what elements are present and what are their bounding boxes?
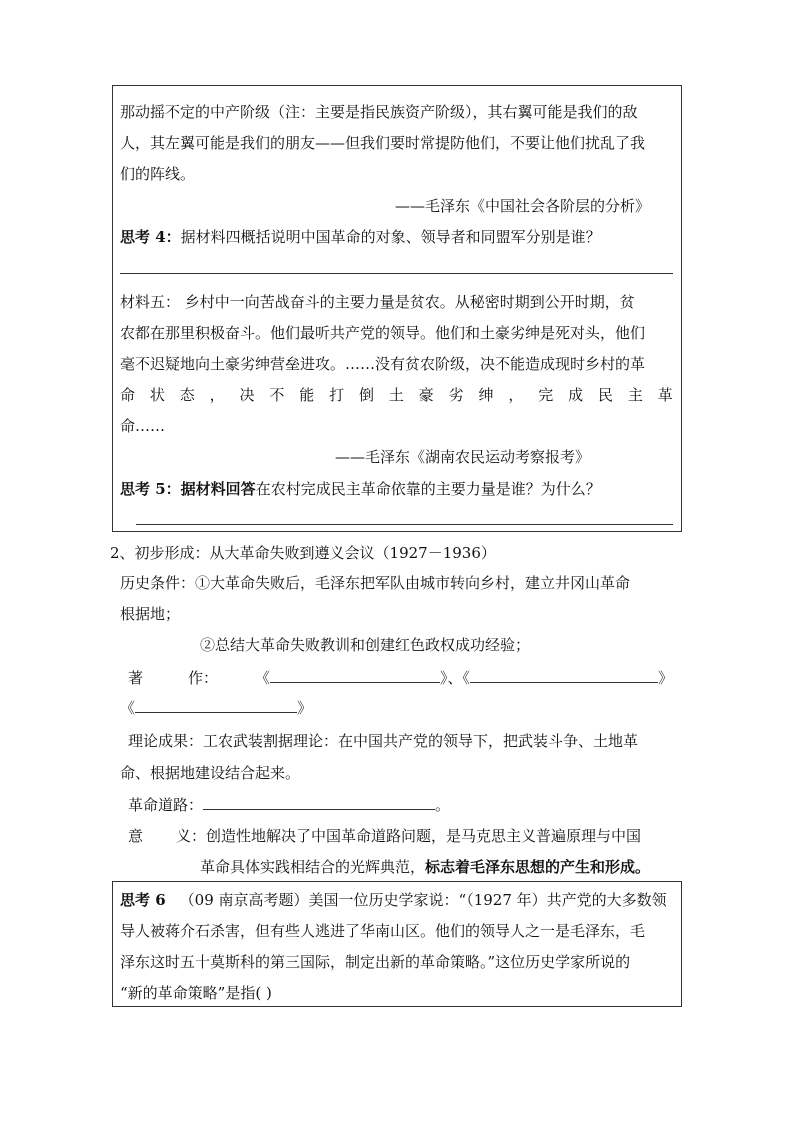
works-line-1 <box>255 667 673 688</box>
works-line-2 <box>120 697 312 718</box>
think6-line-2: 导人被蒋介石杀害，但有些人逃进了华南山区。他们的领导人之一是毛泽东，毛 <box>120 922 646 940</box>
think5-text: 在农村完成民主革命依靠的主要力量是谁？为什么？ <box>255 480 601 498</box>
think6-line-4: “新的革命策略”是指( ) <box>120 984 272 1002</box>
spread-char: 主 <box>627 386 643 404</box>
spread-char: 成 <box>568 386 584 404</box>
material4-line-3: 们的阵线。 <box>120 165 196 183</box>
spread-char: 决 <box>239 386 255 404</box>
spread-char: 完 <box>538 386 554 404</box>
spread-char: 能 <box>299 386 315 404</box>
think6-line-1 <box>120 889 667 910</box>
meaning-bold: 标志着毛泽东思想的产生和形成。 <box>425 858 651 876</box>
works-label-1: 著 <box>128 669 144 687</box>
spread-char: 民 <box>598 386 614 404</box>
material4-line-1: 那动摇不定的中产阶级（注：主要是指民族资产阶级），其右翼可能是我们的敌 <box>120 103 638 121</box>
meaning-line-1: 义：创造性地解决了中国革命道路问题，是马克思主义普遍原理与中国 <box>176 827 642 845</box>
works-blank-3[interactable] <box>135 698 297 713</box>
think4-label: 思考 4： <box>120 228 181 246</box>
think6-label: 思考 6 <box>120 891 166 909</box>
works-label-2: 作： <box>188 669 219 687</box>
theory-line-2: 命、根据地建设结合起来。 <box>120 764 301 782</box>
think4-text: 据材料四概括说明中国革命的对象、领导者和同盟军分别是谁？ <box>180 228 601 246</box>
works-open-quote-2: 《 <box>120 699 136 717</box>
meaning-plain: 革命具体实践相结合的光辉典范， <box>200 858 426 876</box>
spread-char: 状 <box>149 386 165 404</box>
material4-source: ——毛泽东《中国社会各阶层的分析》 <box>395 197 651 215</box>
spread-char: 态 <box>179 386 195 404</box>
think5-label: 思考 5： <box>120 480 181 498</box>
material5-line-4 <box>120 384 673 405</box>
spread-char: ， <box>508 386 524 404</box>
road-blank[interactable] <box>203 795 435 810</box>
works-close-quote-1: 》 <box>658 669 674 687</box>
think5-question <box>120 478 601 499</box>
material5-line-3: 毫不迟疑地向土豪劣绅营垒进攻。……没有贫农阶级，决不能造成现时乡村的革 <box>120 355 646 373</box>
works-blank-2[interactable] <box>470 668 658 683</box>
spread-char: 不 <box>269 386 285 404</box>
works-close-quote-2: 》 <box>297 699 313 717</box>
road-line <box>128 794 450 815</box>
spread-char: ， <box>209 386 225 404</box>
spread-char: 命 <box>120 386 136 404</box>
section2-heading: 2、初步形成：从大革命失败到遵义会议（1927－1936） <box>110 544 496 562</box>
conditions-line-1: 历史条件：①大革命失败后，毛泽东把军队由城市转向乡村，建立井冈山革命 <box>120 574 631 592</box>
material5-source: ——毛泽东《湖南农民运动考察报考》 <box>335 448 591 466</box>
works-open-quote-1: 《 <box>255 669 271 687</box>
material5-line-2: 农都在那里积极奋斗。他们最听共产党的领导。他们和土豪劣绅是死对头，他们 <box>120 324 646 342</box>
spread-char: 绅 <box>478 386 494 404</box>
think5-text-bold: 据材料回答 <box>180 480 256 498</box>
spread-char: 革 <box>657 386 673 404</box>
meaning-label-1: 意 <box>128 827 144 845</box>
think6-text-1: （09 南京高考题）美国一位历史学家说：“（1927 年）共产党的大多数领 <box>179 891 667 909</box>
conditions-line-2: ②总结大革命失败教训和创建红色政权成功经验； <box>200 636 531 654</box>
spread-char: 劣 <box>448 386 464 404</box>
theory-line-1: 理论成果：工农武装割据理论：在中国共产党的领导下，把武装斗争、土地革 <box>128 732 639 750</box>
spread-char: 倒 <box>359 386 375 404</box>
works-blank-1[interactable] <box>270 668 440 683</box>
material4-line-2: 人，其左翼可能是我们的朋友——但我们要时常提防他们，不要让他们扰乱了我 <box>120 134 646 152</box>
material5-line-1: 材料五： 乡村中一向苦战奋斗的主要力量是贫农。从秘密时期到公开时期，贫 <box>120 293 635 311</box>
works-separator: 》、《 <box>440 669 471 687</box>
road-end: 。 <box>435 796 451 814</box>
spread-char: 豪 <box>418 386 434 404</box>
material5-line-5: 命…… <box>120 417 166 435</box>
think4-answer-line[interactable] <box>120 273 673 274</box>
spread-char: 打 <box>329 386 345 404</box>
think6-line-3: 泽东这时五十莫斯科的第三国际，制定出新的革命策略。”这位历史学家所说的 <box>120 953 631 971</box>
spread-char: 土 <box>388 386 404 404</box>
meaning-line-2 <box>200 856 650 877</box>
think4-question <box>120 226 601 247</box>
conditions-line-1b: 根据地； <box>120 605 181 623</box>
think5-answer-line[interactable] <box>136 524 673 525</box>
road-label: 革命道路： <box>128 796 204 814</box>
